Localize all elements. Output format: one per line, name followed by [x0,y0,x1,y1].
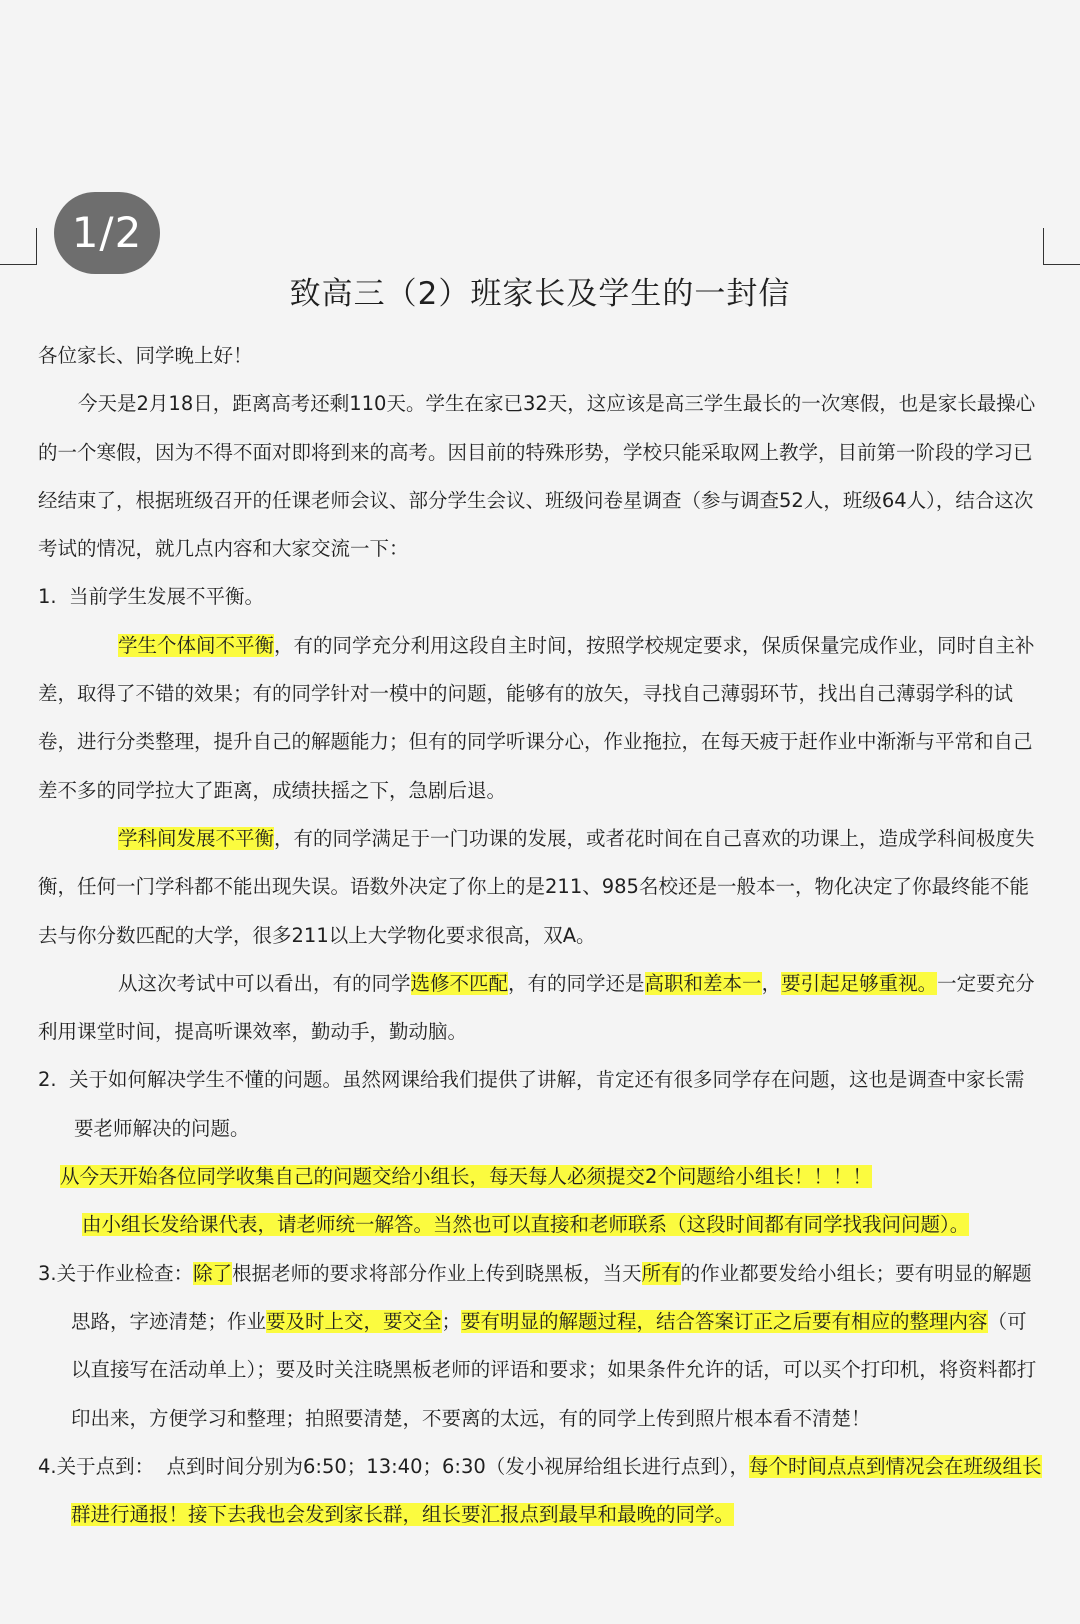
section-4-attendance [38,1443,1043,1540]
highlight-individual-imbalance: 学生个体间不平衡 [118,633,275,657]
highlight-subject-imbalance: 学科间发展不平衡 [118,826,275,850]
section-1-paragraph-1-text: ，有的同学充分利用这段自主时间，按照学校规定要求，保质保量完成作业，同时自主补差，取得了不错的效果；有的同学针对一模中的问题，能够有的放矢，寻找自己薄弱环节，找出自己薄弱学科的试卷，进行分类整理，提升自己的解题能力；但有的同学听课分心，作业拖拉，在每天疲于赶作业中渐渐与平常和自己差不多的同学拉大了距离，成绩扶摇之下，急剧后退。 [38,633,1035,802]
highlight-teacher-answers: 由小组长发给课代表，请老师统一解答。当然也可以直接和老师联系（这段时间都有同学找我问问题）。 [82,1213,970,1237]
highlight-vocational-level: 高职和差本一 [644,971,762,995]
text-fragment: （可以直接写在活动单上）；要及时关注晓黑板老师的评语和要求；如果条件允许的话，可以买个打印机，将资料都打印出来，方便学习和整理；拍照要清楚，不要离的太远，有的同学上传到照片根本看不清楚！ [71,1309,1037,1430]
section-2-heading: 2. 关于如何解决学生不懂的问题。虽然网课给我们提供了讲解，肯定还有很多同学存在问题，这也是调查中家长需要老师解决的问题。 [38,1068,1025,1140]
text-fragment: 的作业都要发给小组长；要有明显的解题思路，字迹清楚；作业 [71,1261,1032,1333]
highlight-all: 所有 [641,1261,681,1285]
page-indicator: 1/2 [54,192,160,274]
highlight-elective-mismatch: 选修不匹配 [410,971,509,995]
section-2-notice-2 [38,1201,1043,1249]
highlight-solution-process: 要有明显的解题过程，结合答案订正之后要有相应的整理内容 [461,1309,988,1333]
section-1-paragraph-2 [38,815,1043,960]
text-fragment: ； [441,1309,462,1333]
greeting: 各位家长、同学晚上好！ [38,344,253,367]
section-1-paragraph-2-text: ，有的同学满足于一门功课的发展，或者花时间在自己喜欢的功课上，造成学科间极度失衡，任何一门学科都不能出现失误。语数外决定了你上的是211、985名校还是一般本一，物化决定了你最终能不能去与你分数匹配的大学，很多211以上大学物化要求很高，双A。 [38,826,1035,947]
text-fragment: ， [761,971,782,995]
highlight-except: 除了 [193,1261,233,1285]
text-fragment: 根据老师的要求将部分作业上传到晓黑板，当天 [232,1261,642,1285]
section-1-paragraph-1 [38,622,1043,815]
text-fragment: 3.关于作业检查： [38,1261,194,1285]
section-3-homework-check [38,1250,1043,1443]
text-fragment: 一定要充分利用课堂时间，提高听课效率，勤动手，勤动脑。 [38,971,1035,1044]
highlight-submit-questions: 从今天开始各位同学收集自己的问题交给小组长，每天每人必须提交2个问题给小组长！！！！ [60,1165,872,1189]
section-1-heading: 1. 当前学生发展不平衡。 [38,585,265,609]
highlight-attendance-report: 每个时间点点到情况会在班级组长群进行通报！接下去我也会发到家长群，组长要汇报点到最早和最晚的同学。 [71,1454,1042,1527]
letter-title: 致高三（2）班家长及学生的一封信 [289,276,791,312]
page-corner-mark-left [0,228,37,265]
letter-body [38,332,1043,1539]
section-2-notice-1 [38,1153,1043,1201]
text-fragment: ，有的同学还是 [508,971,645,995]
section-1-paragraph-3 [38,960,1043,1057]
highlight-submit-on-time: 要及时上交，要交全 [266,1309,442,1333]
text-fragment: 4.关于点到： 点到时间分别为6:50；13:40；6:30（发小视屏给组长进行点到）， [38,1454,750,1478]
intro-paragraph: 今天是2月18日，距离高考还剩110天。学生在家已32天，这应该是高三学生最长的一次寒假，也是家长最操心的一个寒假，因为不得不面对即将到来的高考。因目前的特殊形势，学校只能采取网上教学，目前第一阶段的学习已经结束了，根据班级召开的任课老师会议、部分学生会议、班级问卷星调查（参与调查52人，班级64人），结合这次考试的情况，就几点内容和大家交流一下： [38,392,1036,561]
text-fragment: 从这次考试中可以看出，有的同学 [118,971,411,995]
highlight-pay-attention: 要引起足够重视。 [781,971,938,995]
page-corner-mark-right [1043,228,1080,265]
